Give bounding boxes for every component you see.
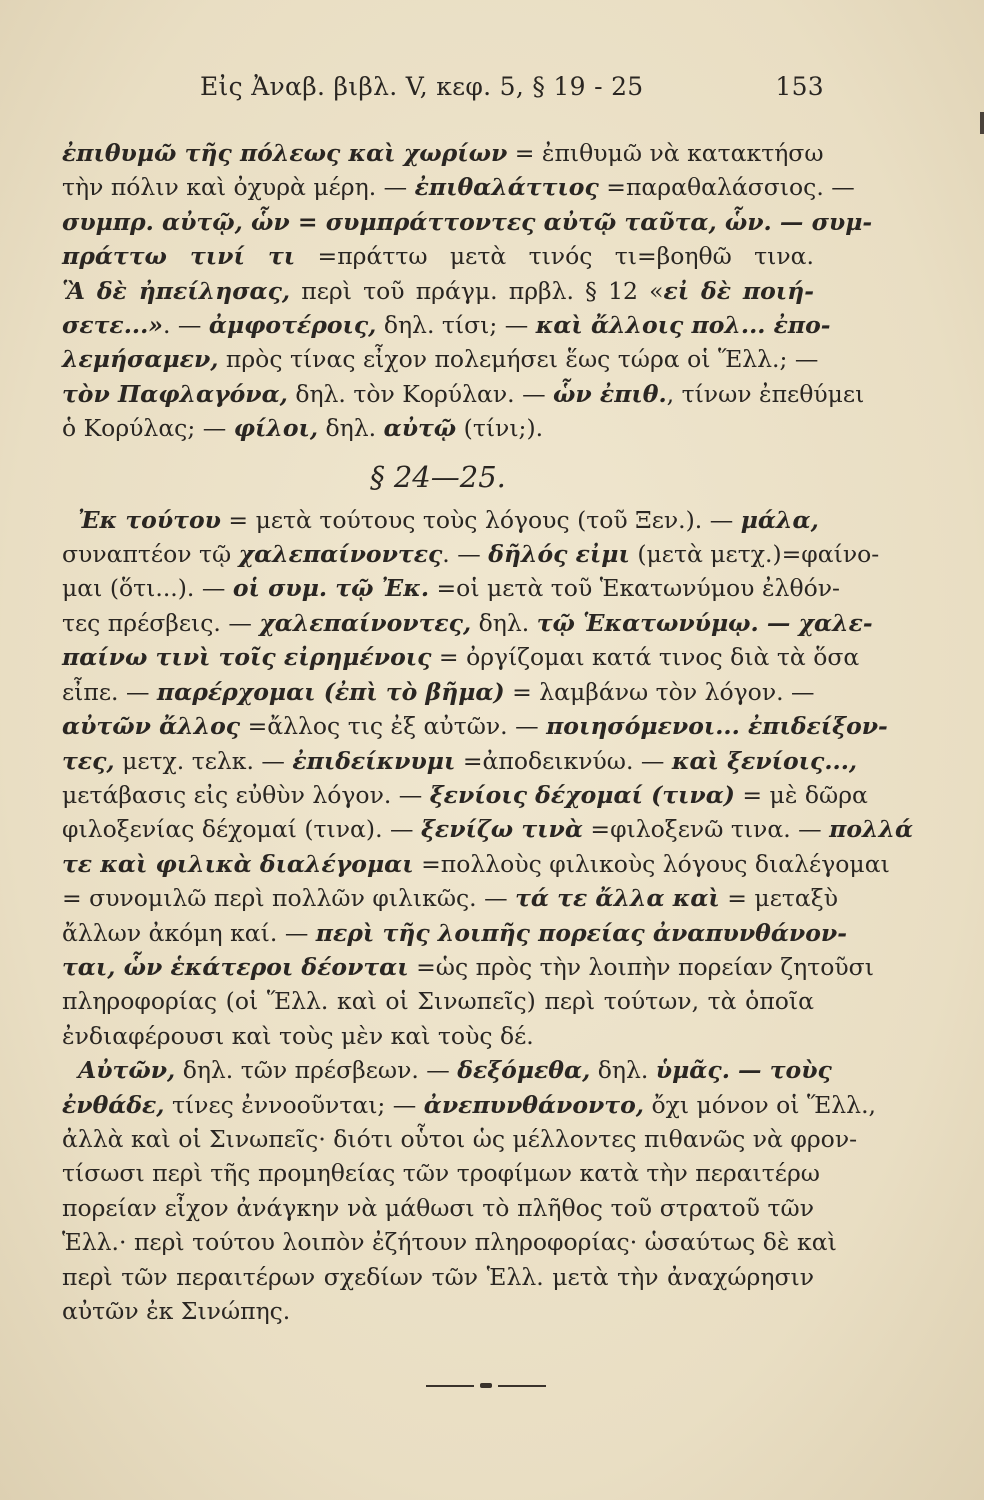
end-ornament [426, 1384, 546, 1388]
gloss-text: ἐνδιαφέρουσι καὶ τοὺς μὲν καὶ τοὺς δέ. [62, 1021, 534, 1050]
commentary-paragraph-1 [62, 136, 873, 446]
lemma-text: μάλα, [740, 505, 819, 534]
lemma-text: ὧν ἐπιθ. [553, 379, 667, 408]
lemma-text: χαλεπαίνοντες, [259, 608, 472, 637]
lemma-text: ἐπιθαλάττιος [414, 173, 599, 202]
gloss-text: ἀλλὰ καὶ οἱ Σινωπεῖς· διότι οὗτοι ὡς μέλλοντες πιθανῶς νὰ φρον- [62, 1124, 858, 1153]
gloss-text: =ἀποδεικνύω. — [455, 746, 672, 775]
lemma-text: λεμήσαμεν, [62, 345, 219, 374]
gloss-text: =φιλοξενῶ τινα. — [582, 815, 830, 844]
lemma-text: ἐνθάδε, [62, 1090, 165, 1119]
gloss-text: περὶ τῶν περαιτέρων σχεδίων τῶν Ἑλλ. μετὰ τὴν ἀναχώρησιν [62, 1262, 814, 1291]
lemma-text: συμπρ. αὐτῷ, ὧν = συμπράττοντες αὐτῷ ταῦτα, ὧν. — συμ- [62, 207, 873, 236]
gloss-text: πληροφορίας (οἱ Ἕλλ. καὶ οἱ Σινωπεῖς) περὶ τούτων, τὰ ὁποῖα [62, 987, 814, 1016]
text-line [62, 1053, 832, 1087]
gloss-text: . — [162, 311, 209, 340]
gloss-text: = ὀργίζομαι κατά τινος διὰ τὰ ὅσα [431, 643, 860, 672]
gloss-text: τὴν πόλιν καὶ ὀχυρὰ μέρη. — [62, 173, 415, 202]
gloss-text: περὶ τοῦ πράγμ. πρβλ. § 12 « [290, 276, 664, 305]
gloss-text: μαι (ὅτι...). — [62, 574, 233, 603]
gloss-text: . — [442, 540, 489, 569]
text-line [62, 881, 838, 915]
commentary-paragraph-2 [62, 503, 914, 1054]
text-line [62, 411, 814, 445]
text-line [62, 571, 840, 605]
lemma-text: ἀνεπυνθάνοντο, [423, 1090, 644, 1119]
text-line [62, 606, 873, 640]
text-line [62, 916, 847, 950]
gloss-text: =πράττω μετὰ τινός τι=βοηθῶ τινα. [295, 242, 814, 271]
text-line [62, 1156, 820, 1190]
gloss-text: =παραθαλάσσιος. — [598, 173, 855, 202]
gloss-text: δηλ. [318, 414, 384, 443]
gloss-text: = μὲ δῶρα [734, 780, 868, 809]
gloss-text: (μετὰ μετχ.)=φαίνο- [629, 540, 880, 569]
gloss-text: = ἐπιθυμῶ νὰ κατακτήσω [507, 139, 824, 167]
lemma-text: δεξόμεθα, [457, 1056, 591, 1085]
gloss-text: =πολλοὺς φιλικοὺς λόγους διαλέγομαι [413, 849, 890, 878]
gloss-text: (τίνι;). [456, 414, 544, 443]
text-line [62, 1019, 814, 1053]
gloss-text: δηλ. [590, 1056, 656, 1085]
text-line [62, 1122, 858, 1156]
lemma-text: ἐπιδείκνυμι [292, 746, 456, 775]
gloss-text: πορείαν εἶχον ἀνάγκην νὰ μάθωσι τὸ πλῆθος τοῦ στρατοῦ τῶν [62, 1193, 814, 1222]
lemma-text: τες, [62, 746, 115, 775]
commentary-paragraph-3 [62, 1053, 877, 1328]
lemma-text: καὶ ξενίοις..., [671, 746, 858, 775]
gloss-text: , τίνων ἐπεθύμει [666, 379, 865, 408]
lemma-text: ξενίοις δέχομαί (τινα) [429, 780, 735, 809]
gloss-text: ὄχι μόνον οἱ Ἕλλ., [643, 1090, 877, 1119]
text-line [62, 847, 890, 881]
gloss-text: μετχ. τελκ. — [114, 746, 293, 775]
lemma-text: χαλεπαίνοντες [238, 540, 443, 569]
text-line [62, 1088, 877, 1122]
gloss-text: ἄλλων ἀκόμη καί. — [62, 918, 316, 947]
text-line [62, 709, 888, 743]
page-number: 153 [775, 72, 824, 101]
lemma-text: σετε...» [62, 311, 163, 340]
text-line [62, 377, 865, 411]
gloss-text: μετάβασις εἰς εὐθὺν λόγον. — [62, 780, 430, 809]
gloss-text: εἶπε. — [62, 677, 157, 706]
lemma-text: τὸν Παφλαγόνα, [62, 379, 288, 408]
text-line [62, 744, 858, 778]
gloss-text: τίσωσι περὶ τῆς προμηθείας τῶν τροφίμων κατὰ τὴν περαιτέρω [62, 1159, 820, 1188]
text-line [62, 1191, 814, 1225]
lemma-text: φίλοι, [233, 414, 319, 443]
lemma-text: περὶ τῆς λοιπῆς πορείας ἀναπυνθάνον- [315, 918, 847, 947]
lemma-text: ποιησόμενοι... ἐπιδείξον- [546, 712, 888, 741]
gloss-text: τίνες ἐννοοῦνται; — [164, 1090, 424, 1119]
text-line [62, 950, 874, 984]
ornament-center [480, 1383, 492, 1388]
ornament-rule-right [498, 1385, 546, 1387]
text-line [62, 503, 819, 537]
text-line [62, 205, 873, 239]
lemma-text: πολλά [829, 815, 914, 844]
text-line [62, 136, 824, 170]
lemma-text: τε καὶ φιλικὰ διαλέγομαι [62, 849, 414, 878]
text-line [62, 239, 814, 273]
lemma-text: οἱ συμ. τῷ Ἐκ. [232, 574, 430, 603]
text-line [62, 984, 814, 1018]
lemma-text: Ἃ δὲ ἠπείλησας, [62, 276, 291, 305]
text-line [62, 1294, 814, 1328]
lemma-text: καὶ ἄλλοις πολ... ἐπο- [535, 311, 831, 340]
text-line [62, 778, 868, 812]
gloss-text: φιλοξενίας δέχομαί (τινα). — [62, 815, 421, 844]
gloss-text: δηλ. [471, 608, 537, 637]
lemma-text: αὐτῷ [383, 414, 457, 443]
lemma-text: τά τε ἄλλα καὶ [515, 884, 720, 913]
ornament-rule-left [426, 1385, 474, 1387]
text-line [62, 675, 814, 709]
gloss-text: δηλ. τῶν πρέσβεων. — [175, 1056, 458, 1085]
lemma-text: ξενίζω τινὰ [420, 815, 583, 844]
gloss-text: Ἑλλ.· περὶ τούτου λοιπὸν ἐζήτουν πληροφορίας· ὡσαύτως δὲ καὶ [62, 1228, 837, 1257]
gloss-text: =οἱ μετὰ τοῦ Ἑκατωνύμου ἐλθόν- [429, 574, 840, 603]
gloss-text: =ὡς πρὸς τὴν λοιπὴν πορείαν ζητοῦσι [408, 952, 874, 981]
lemma-text: ἐπιθυμῶ τῆς πόλεως καὶ χωρίων [62, 139, 508, 167]
text-line [62, 812, 914, 846]
lemma-text: παίνω τινὶ τοῖς εἰρημένοις [62, 643, 432, 672]
gloss-text: ὁ Κορύλας; — [62, 414, 234, 443]
lemma-text: πράττω τινί τι [62, 242, 296, 271]
lemma-text: δῆλός εἰμι [488, 540, 630, 569]
running-head: Εἰς Ἀναβ. βιβλ. V, κεφ. 5, § 19 - 25 [200, 72, 644, 101]
lemma-text: παρέρχομαι (ἐπὶ τὸ βῆμα) [156, 677, 505, 706]
text-line [62, 308, 831, 342]
commentary-body [62, 136, 914, 1328]
gloss-text: δηλ. τίσι; — [376, 311, 536, 340]
gloss-text: = λαμβάνω τὸν λόγον. — [504, 677, 815, 706]
lemma-text: εἰ δὲ ποιή- [663, 276, 814, 305]
lemma-text: τῷ Ἑκατωνύμῳ. — χαλε- [536, 608, 873, 637]
lemma-text: Αὐτῶν, [78, 1056, 176, 1085]
text-line [62, 342, 819, 376]
gloss-text: = συνομιλῶ περὶ πολλῶν φιλικῶς. — [62, 884, 516, 913]
gloss-text: συναπτέον τῷ [62, 540, 239, 569]
text-line [62, 274, 814, 308]
text-line [62, 170, 855, 204]
page-header [200, 72, 824, 112]
section-heading: § 24—25. [370, 459, 506, 494]
page-edge-mark [980, 112, 984, 134]
lemma-text: ται, ὧν ἑκάτεροι δέονται [62, 952, 409, 981]
gloss-text: =ἄλλος τις ἐξ αὐτῶν. — [240, 712, 547, 741]
lemma-text: ἀμφοτέροις, [208, 311, 377, 340]
gloss-text: = μεταξὺ [719, 884, 838, 913]
gloss-text: αὐτῶν ἐκ Σινώπης. [62, 1297, 291, 1325]
gloss-text: δηλ. τὸν Κορύλαν. — [287, 379, 554, 408]
gloss-text: πρὸς τίνας εἶχον πολεμήσει ἕως τώρα οἱ Ἕλλ.; — [218, 345, 819, 374]
text-line [62, 640, 860, 674]
text-line [62, 1225, 837, 1259]
gloss-text: τες πρέσβεις. — [62, 608, 260, 637]
text-line [62, 1260, 814, 1294]
lemma-text: Ἐκ τούτου [78, 505, 221, 534]
lemma-text: αὐτῶν ἄλλος [62, 712, 241, 741]
text-line [62, 537, 880, 571]
gloss-text: = μετὰ τούτους τοὺς λόγους (τοῦ Ξεν.). — [220, 505, 741, 534]
lemma-text: ὑμᾶς. — τοὺς [655, 1056, 832, 1085]
